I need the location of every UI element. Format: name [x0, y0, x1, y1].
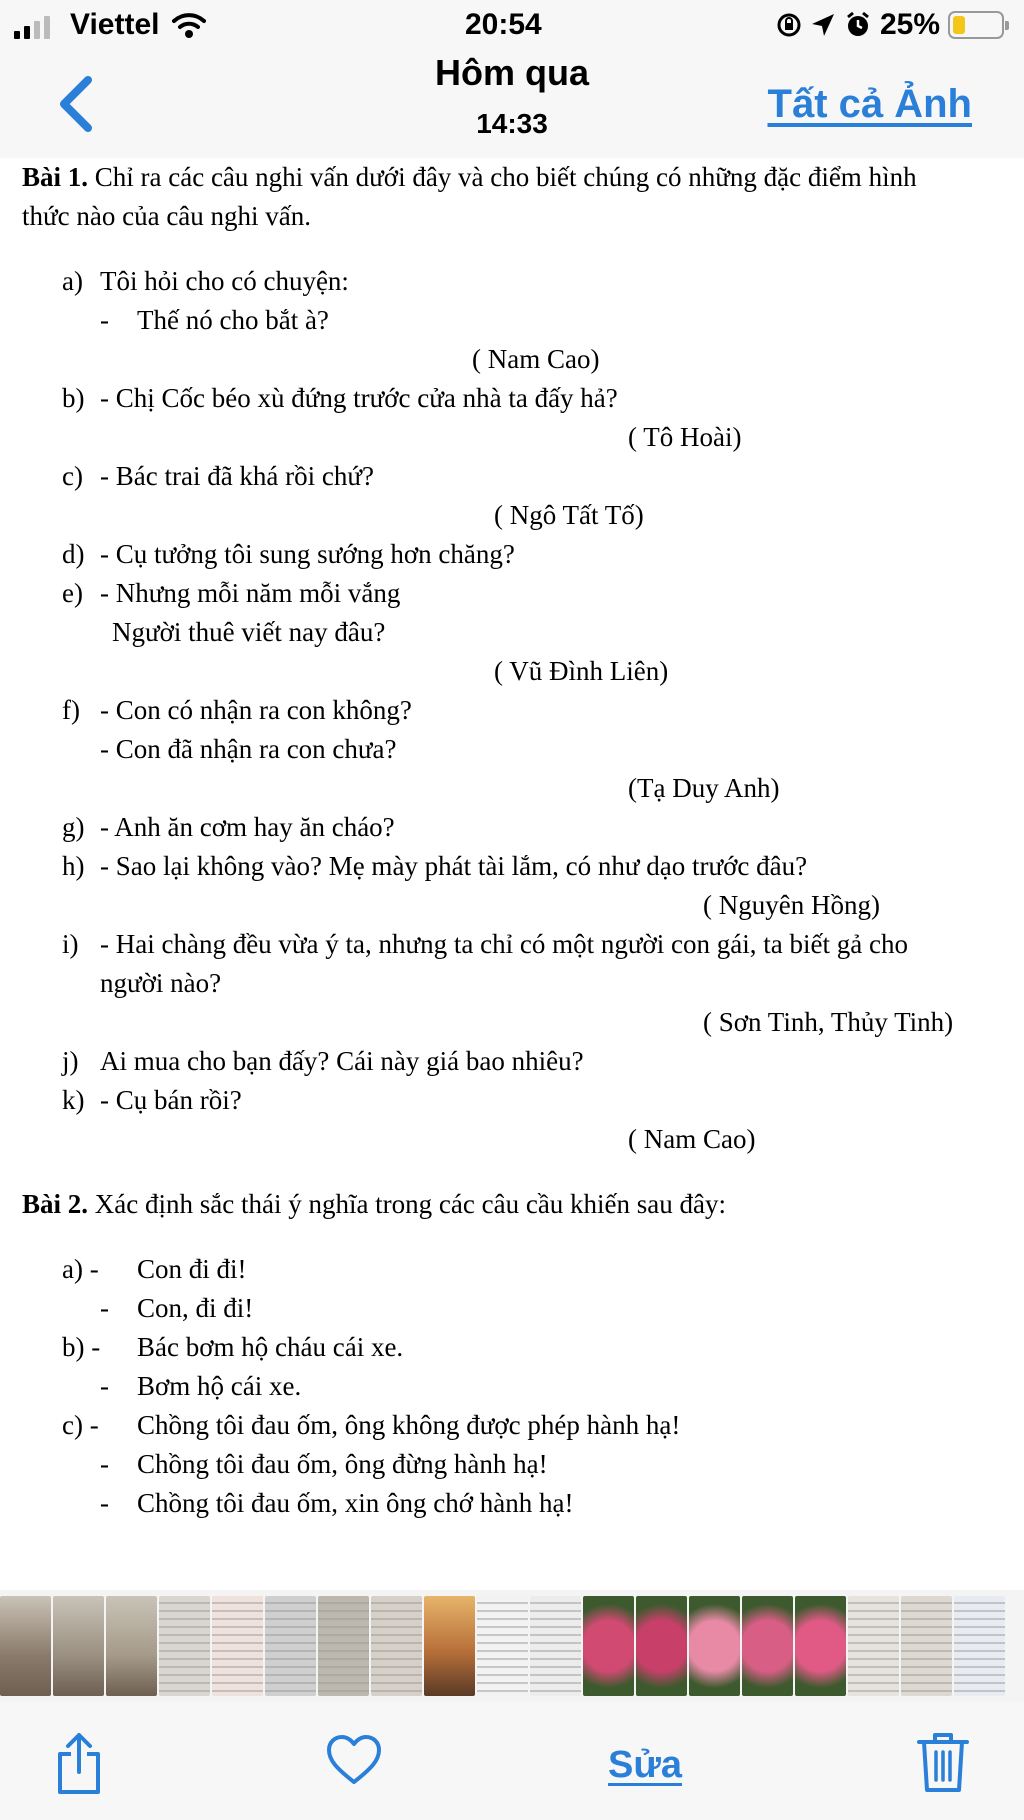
item-text: Con đi đi! [137, 1254, 247, 1284]
item-label: c) - [62, 1410, 99, 1440]
item-text: Ai mua cho bạn đấy? Cái này giá bao nhiêu? [100, 1046, 584, 1076]
thumbnail-strip[interactable] [0, 1590, 1024, 1702]
exercise-1-text-cont: thức nào của câu nghi vấn. [22, 201, 312, 231]
item-text: - Bác trai đã khá rồi chứ? [100, 461, 375, 491]
thumbnail-document-photo[interactable] [159, 1596, 210, 1696]
item-text: Người thuê viết nay đâu? [112, 617, 386, 647]
orientation-lock-icon [776, 12, 802, 38]
item-source: ( Sơn Tinh, Thủy Tinh) [703, 1007, 954, 1037]
thumbnail-rose-photo[interactable] [583, 1596, 634, 1696]
item-text: - Sao lại không vào? Mẹ mày phát tài lắm, có như dạo trước đâu? [100, 851, 808, 881]
item-label: e) [62, 578, 83, 608]
item-text: Chồng tôi đau ốm, ông không được phép hành hạ! [137, 1410, 681, 1440]
exercise-1-text: Chỉ ra các câu nghi vấn dưới đây và cho biết chúng có những đặc điểm hình [88, 162, 917, 192]
item-label: k) [62, 1085, 85, 1115]
thumbnail-screenshot[interactable] [954, 1596, 1005, 1696]
item-text: Bác bơm hộ cháu cái xe. [137, 1332, 404, 1362]
item-source: ( Vũ Đình Liên) [494, 656, 669, 686]
heart-icon[interactable] [326, 1734, 382, 1786]
status-time: 20:54 [465, 8, 542, 41]
item-text: - Chị Cốc béo xù đứng trước cửa nhà ta đấy hả? [100, 383, 618, 413]
thumbnail-document-photo[interactable] [265, 1596, 316, 1696]
item-label: f) [62, 695, 80, 725]
wifi-icon [172, 12, 206, 40]
all-photos-button[interactable]: Tất cả Ảnh [767, 82, 972, 126]
exercise-2-text: Xác định sắc thái ý nghĩa trong các câu cầu khiến sau đây: [88, 1189, 727, 1219]
item-text: - Cụ tưởng tôi sung sướng hơn chăng? [100, 539, 515, 569]
item-text: - Anh ăn cơm hay ăn cháo? [100, 812, 395, 842]
item-source: ( Nam Cao) [472, 344, 600, 374]
item-label: a) [62, 266, 83, 296]
item-label: j) [62, 1046, 79, 1076]
item-text: Thế nó cho bắt à? [137, 305, 329, 335]
item-dash: - [100, 1371, 109, 1401]
thumbnail-document-photo[interactable] [212, 1596, 263, 1696]
thumbnail-document-photo[interactable] [318, 1596, 369, 1696]
item-source: ( Tô Hoài) [628, 422, 742, 452]
battery-percent: 25% [879, 8, 940, 41]
carrier-name: Viettel [70, 8, 160, 41]
cellular-signal-icon [14, 16, 50, 39]
item-dash: - [100, 305, 109, 335]
item-label: g) [62, 812, 85, 842]
item-label: b) - [62, 1332, 101, 1362]
item-text: người nào? [100, 968, 222, 998]
bottom-toolbar [0, 1702, 1024, 1820]
item-text: - Nhưng mỗi năm mỗi vắng [100, 578, 401, 608]
share-icon[interactable] [54, 1732, 104, 1796]
item-source: ( Nam Cao) [628, 1124, 756, 1154]
item-label: b) [62, 383, 85, 413]
alarm-icon [844, 11, 872, 39]
photo-time-subtitle: 14:33 [476, 108, 548, 139]
thumbnail-document-photo[interactable] [371, 1596, 422, 1696]
location-arrow-icon [810, 12, 836, 38]
navigation-bar [0, 46, 1024, 158]
item-text: Tôi hỏi cho có chuyện: [100, 266, 349, 296]
thumbnail-document-photo[interactable] [901, 1596, 952, 1696]
trash-icon[interactable] [916, 1730, 970, 1794]
item-text: - Con có nhận ra con không? [100, 695, 412, 725]
item-dash: - [100, 1293, 109, 1323]
thumbnail-outdoor-photo[interactable] [0, 1596, 51, 1696]
item-text: Con, đi đi! [137, 1293, 254, 1323]
item-text: Bơm hộ cái xe. [137, 1371, 302, 1401]
battery-icon [948, 11, 1004, 39]
exercise-2-label: Bài 2. [22, 1189, 89, 1219]
thumbnail-rose-photo[interactable] [742, 1596, 793, 1696]
item-text: - Cụ bán rồi? [100, 1085, 242, 1115]
item-text: Chồng tôi đau ốm, xin ông chớ hành hạ! [137, 1488, 574, 1518]
item-dash: - [100, 1488, 109, 1518]
item-label: d) [62, 539, 85, 569]
item-source: (Tạ Duy Anh) [628, 773, 780, 803]
exercise-1-label: Bài 1. [22, 162, 89, 192]
item-label: i) [62, 929, 79, 959]
thumbnail-rose-photo[interactable] [689, 1596, 740, 1696]
thumbnail-outdoor-photo[interactable] [106, 1596, 157, 1696]
thumbnail-document-photo[interactable] [848, 1596, 899, 1696]
document-photo[interactable] [0, 158, 1024, 1590]
thumbnail-group-photo[interactable] [424, 1596, 475, 1696]
thumbnail-document-photo[interactable] [530, 1596, 581, 1696]
thumbnail-document-photo[interactable] [477, 1596, 528, 1696]
item-source: ( Nguyên Hồng) [703, 890, 880, 920]
item-text: - Hai chàng đều vừa ý ta, nhưng ta chỉ có một người con gái, ta biết gả cho [100, 929, 908, 959]
thumbnail-rose-photo[interactable] [795, 1596, 846, 1696]
item-dash: - [100, 1449, 109, 1479]
item-label: c) [62, 461, 83, 491]
edit-button[interactable]: Sửa [608, 1744, 682, 1786]
photo-date-title: Hôm qua [434, 52, 589, 93]
item-text: Chồng tôi đau ốm, ông đừng hành hạ! [137, 1449, 548, 1479]
thumbnail-rose-photo[interactable] [636, 1596, 687, 1696]
item-label: h) [62, 851, 85, 881]
item-label: a) - [62, 1254, 99, 1284]
item-source: ( Ngô Tất Tố) [494, 500, 644, 530]
thumbnail-outdoor-photo[interactable] [53, 1596, 104, 1696]
battery-level [953, 16, 965, 34]
item-text: - Con đã nhận ra con chưa? [100, 734, 397, 764]
